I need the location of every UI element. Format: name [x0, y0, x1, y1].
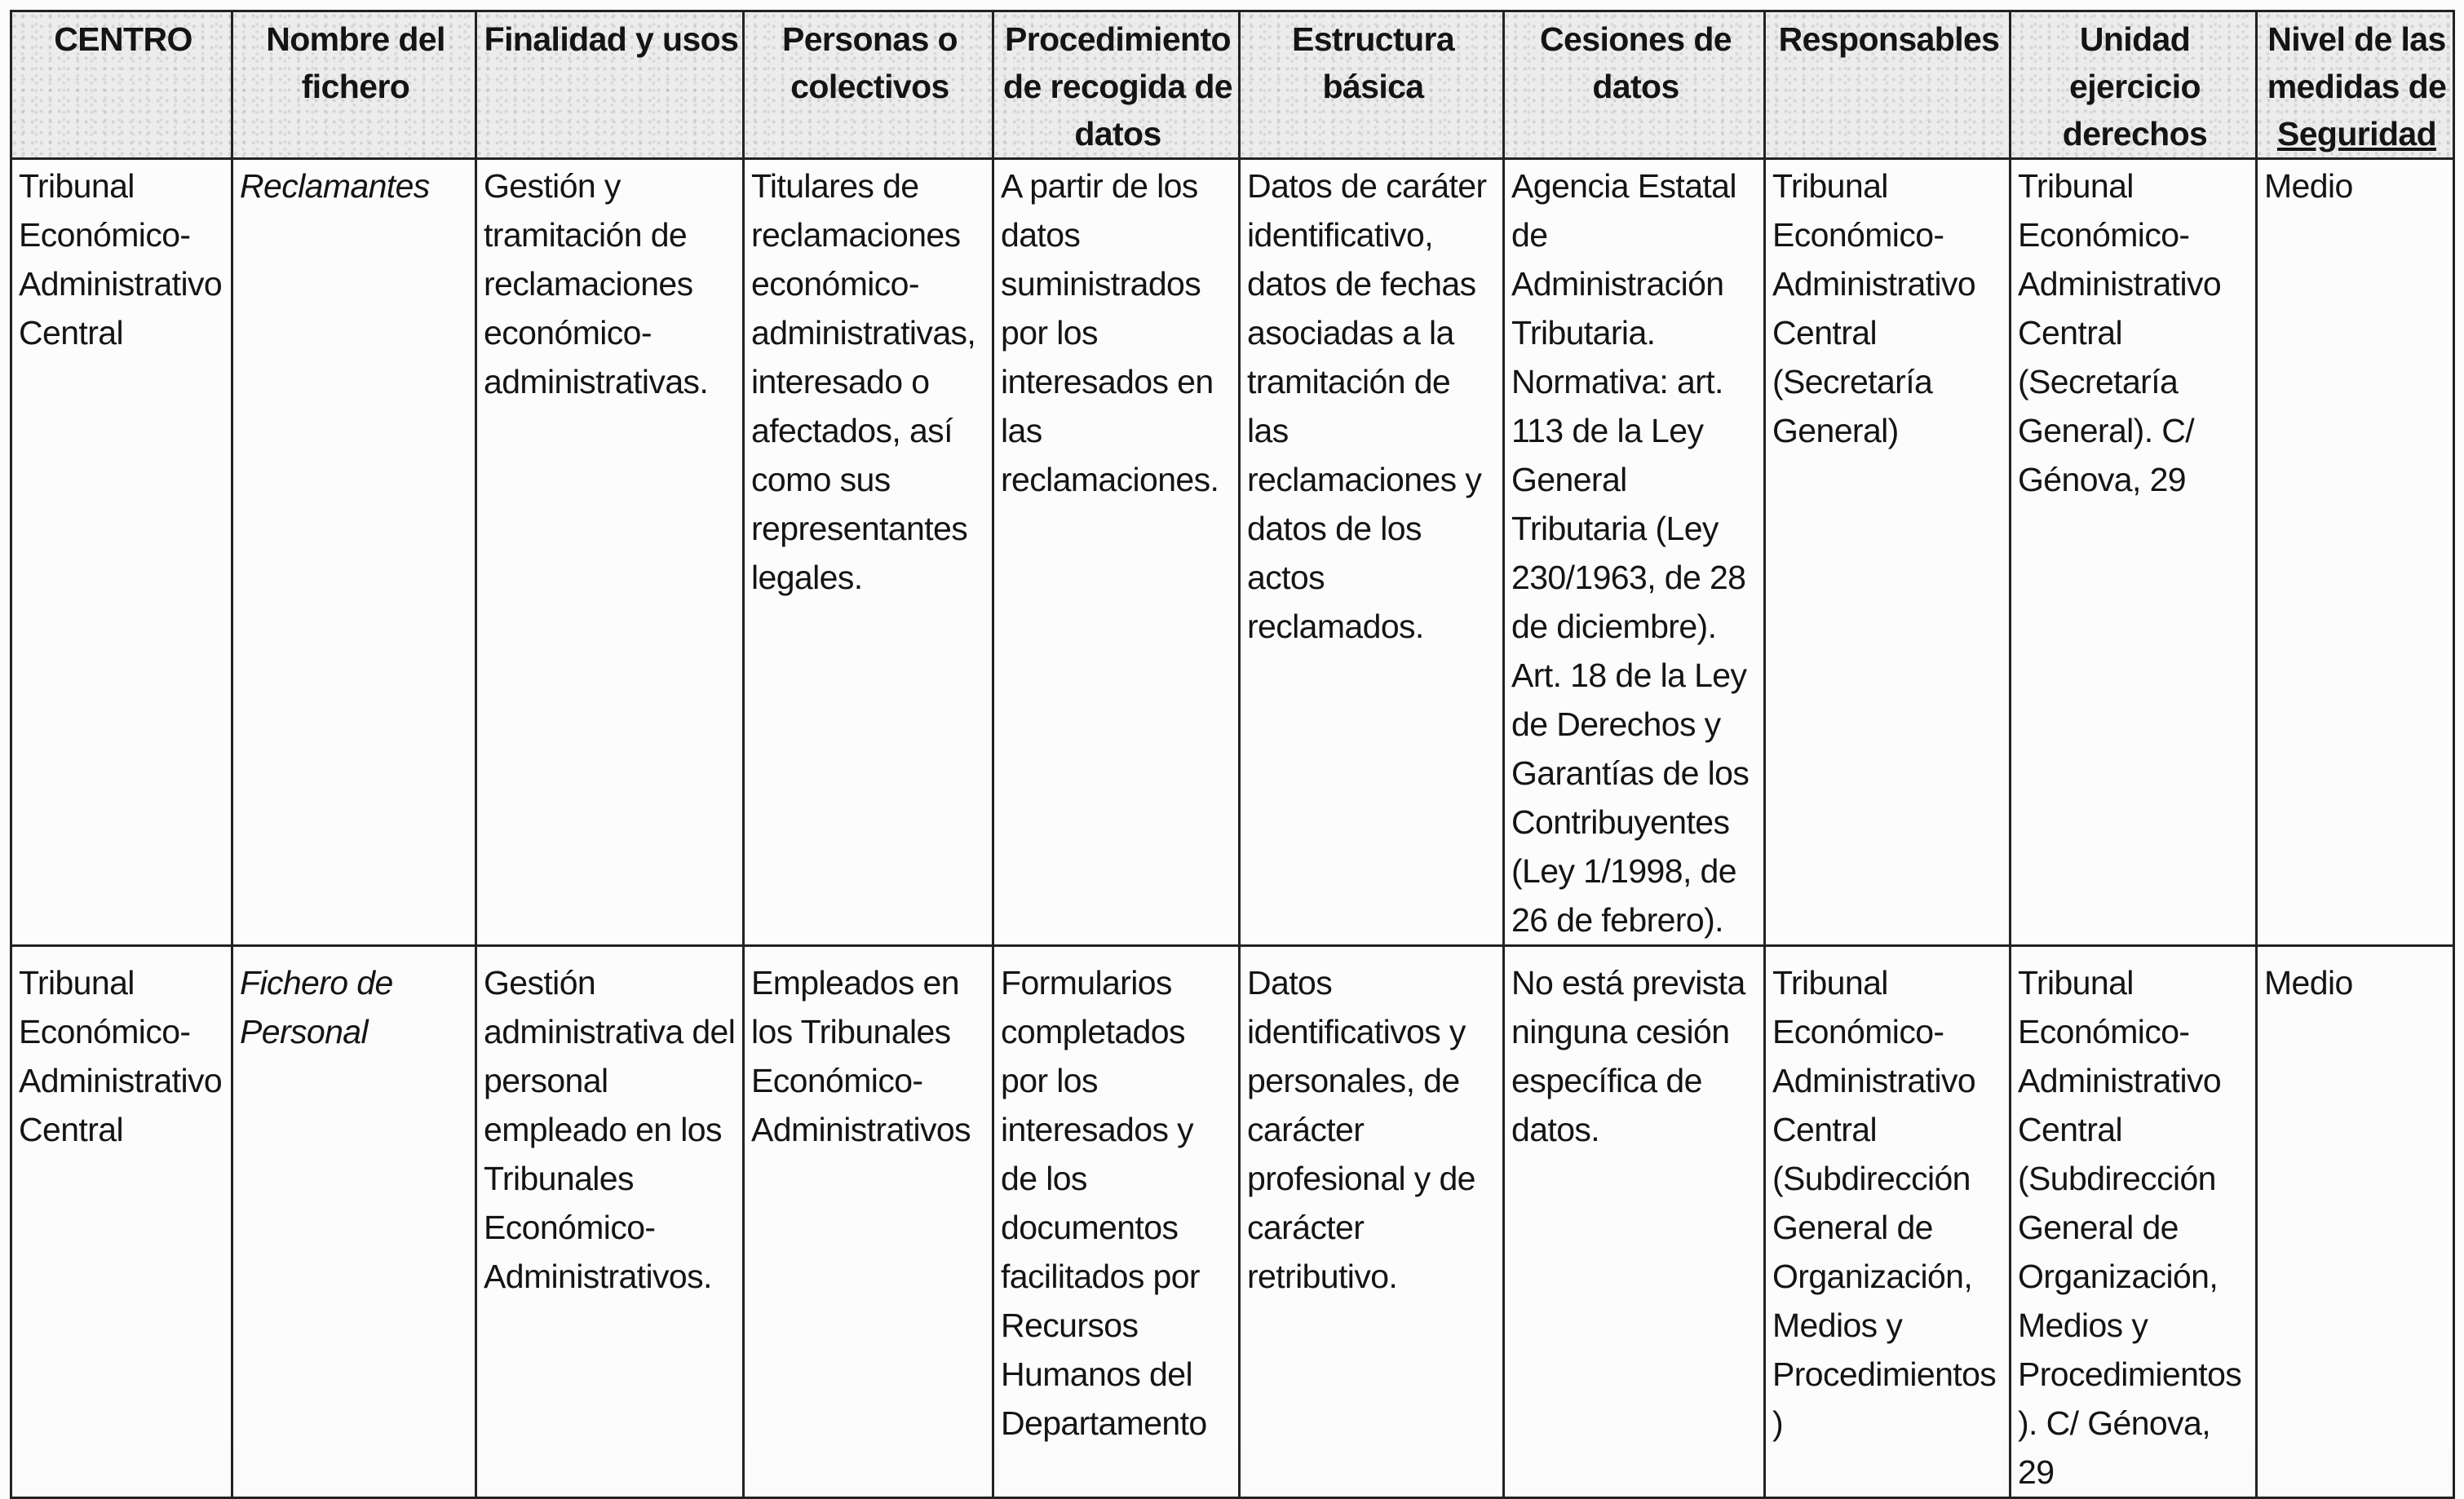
- header-cesiones-datos: Cesiones de datos: [1504, 11, 1765, 159]
- cell-estructura: Datos identificativos y personales, de carácter profesional y de carácter retributivo.: [1240, 946, 1504, 1498]
- cell-finalidad: Gestión administrativa del personal empleado en los Tribunales Económico-Administrativos.: [476, 946, 744, 1498]
- cell-centro: Tribunal Económico-Administrativo Central: [11, 159, 232, 946]
- cell-estructura: Datos de caráter identificativo, datos de fechas asociadas a la tramitación de las reclamaciones y datos de los actos reclamados.: [1240, 159, 1504, 946]
- header-nombre-fichero: Nombre del fichero: [232, 11, 476, 159]
- cell-personas: Empleados en los Tribunales Económico-Administrativos: [744, 946, 993, 1498]
- header-finalidad-usos: Finalidad y usos: [476, 11, 744, 159]
- cell-procedimiento: A partir de los datos suministrados por los interesados en las reclamaciones.: [993, 159, 1240, 946]
- cell-personas: Titulares de reclamaciones económico-administrativas, interesado o afectados, así como sus representantes legales.: [744, 159, 993, 946]
- cell-centro: Tribunal Económico-Administrativo Central: [11, 946, 232, 1498]
- header-nivel-line1: Nivel de las medidas de: [2267, 20, 2447, 105]
- cell-nivel: Medio: [2257, 159, 2454, 946]
- cell-cesiones: No está prevista ninguna cesión específica de datos.: [1504, 946, 1765, 1498]
- data-files-table: [10, 10, 2455, 1499]
- cell-responsables: Tribunal Económico-Administrativo Central (Secretaría General): [1765, 159, 2011, 946]
- header-personas-colectivos: Personas o colectivos: [744, 11, 993, 159]
- header-procedimiento-recogida: Procedimiento de recogida de datos: [993, 11, 1240, 159]
- cell-responsables: Tribunal Económico-Administrativo Central (Subdirección General de Organización, Medios y Procedimientos): [1765, 946, 2011, 1498]
- header-nivel-line2: Seguridad: [2276, 115, 2437, 153]
- cell-procedimiento: Formularios completados por los interesados y de los documentos facilitados por Recursos Humanos del Departamento: [993, 946, 1240, 1498]
- cell-cesiones: Agencia Estatal de Administración Tributaria. Normativa: art. 113 de la Ley General Tributaria (Ley 230/1963, de 28 de diciembre). Art. 18 de la Ley de Derechos y Garantías de los Contribuyentes (Ley 1/1998, de 26 de febrero).: [1504, 159, 1765, 946]
- header-unidad-ejercicio-derechos: Unidad ejercicio derechos: [2011, 11, 2257, 159]
- table-header-row: [11, 11, 2454, 159]
- cell-unidad: Tribunal Económico-Administrativo Central (Subdirección General de Organización, Medios y Procedimientos). C/ Génova, 29: [2011, 946, 2257, 1498]
- cell-nivel: Medio: [2257, 946, 2454, 1498]
- table-row: [11, 946, 2454, 1498]
- header-estructura-basica: Estructura básica: [1240, 11, 1504, 159]
- table-row: [11, 159, 2454, 946]
- header-centro: CENTRO: [11, 11, 232, 159]
- header-nivel-seguridad: [2257, 11, 2454, 159]
- cell-nombre-fichero: Fichero de Personal: [232, 946, 476, 1498]
- cell-nombre-fichero: Reclamantes: [232, 159, 476, 946]
- header-responsables: Responsables: [1765, 11, 2011, 159]
- cell-finalidad: Gestión y tramitación de reclamaciones económico-administrativas.: [476, 159, 744, 946]
- cell-unidad: Tribunal Económico-Administrativo Central (Secretaría General). C/ Génova, 29: [2011, 159, 2257, 946]
